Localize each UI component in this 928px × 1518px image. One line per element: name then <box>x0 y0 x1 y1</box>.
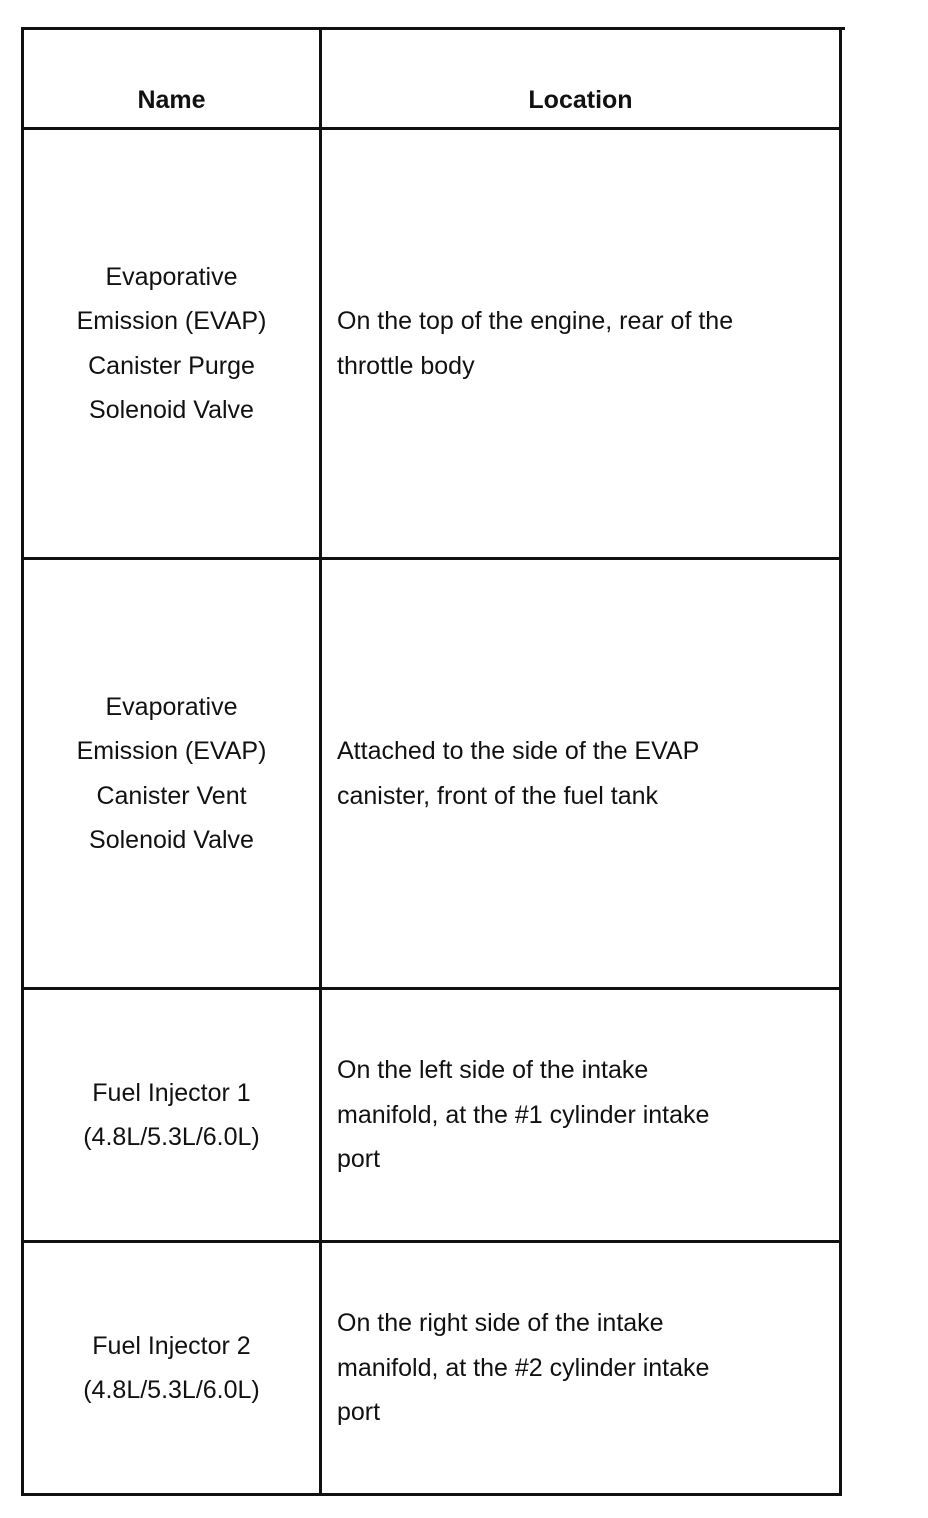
component-name-line: Fuel Injector 1 <box>92 1078 251 1107</box>
component-location-table <box>21 27 842 1496</box>
component-name-line: (4.8L/5.3L/6.0L) <box>83 1123 260 1151</box>
component-location-cell <box>321 1242 841 1495</box>
table-row <box>23 1242 841 1495</box>
component-location-line: On the left side of the intake <box>337 1056 649 1085</box>
component-location-line: canister, front of the fuel tank <box>337 781 659 810</box>
component-location-line: manifold, at the #2 cylinder intake <box>337 1353 710 1382</box>
component-name-line: Evaporative <box>105 262 238 291</box>
table-border-tail <box>837 27 845 30</box>
component-location-cell <box>321 989 841 1242</box>
component-name-line: Solenoid Valve <box>89 396 254 424</box>
component-name-line: Evaporative <box>105 692 238 721</box>
component-location-line: manifold, at the #1 cylinder intake <box>337 1100 710 1129</box>
component-name-line: Canister Purge <box>88 351 255 380</box>
component-name-cell <box>23 1242 321 1495</box>
component-location-line: throttle body <box>337 351 475 380</box>
header-row <box>23 29 841 129</box>
component-location-cell <box>321 559 841 989</box>
component-name-line: Solenoid Valve <box>89 826 254 854</box>
component-name-line: Emission (EVAP) <box>76 737 267 765</box>
header-location: Location <box>321 29 841 129</box>
component-location-line: On the top of the engine, rear of the <box>337 307 734 335</box>
component-name-cell <box>23 559 321 989</box>
table-row <box>23 129 841 559</box>
component-location-line: Attached to the side of the EVAP <box>337 737 700 765</box>
component-name-line: (4.8L/5.3L/6.0L) <box>83 1376 260 1404</box>
component-location-cell <box>321 129 841 559</box>
component-name-line: Fuel Injector 2 <box>92 1331 251 1360</box>
component-name-line: Emission (EVAP) <box>76 307 267 335</box>
component-name-cell <box>23 129 321 559</box>
component-name-cell <box>23 989 321 1242</box>
table-row <box>23 989 841 1242</box>
table-row <box>23 559 841 989</box>
component-location-line: port <box>337 1398 381 1427</box>
header-name: Name <box>23 29 321 129</box>
component-location-line: On the right side of the intake <box>337 1309 664 1338</box>
component-location-line: port <box>337 1145 381 1174</box>
component-name-line: Canister Vent <box>96 781 247 810</box>
